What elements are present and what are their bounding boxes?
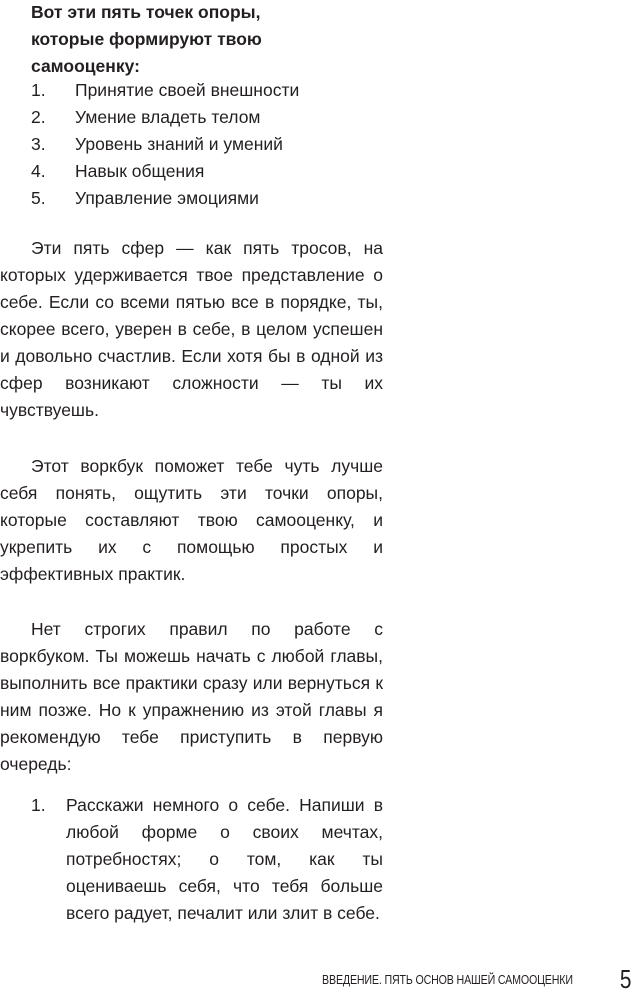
- list-number: 2.: [31, 107, 46, 127]
- list-text: Управление эмоциями: [75, 188, 259, 208]
- paragraph-five-spheres: Эти пять сфер — как пять тросов, на которых удерживается твое представление о себе. Если со всеми пятью все в порядке, ты, скорее всего, уверен в себе, в целом успешен и довольно счастлив. Если хотя бы в одной из сфер возникают сложности — ты их чувствуешь.: [0, 238, 383, 420]
- list-item: [31, 131, 299, 158]
- exercise-list: [31, 792, 383, 927]
- list-item: [31, 185, 299, 212]
- list-item: [31, 104, 299, 131]
- list-number: 5.: [31, 188, 46, 208]
- paragraph-workbook-purpose: Этот воркбук поможет тебе чуть лучше себя понять, ощутить эти точки опоры, которые составляют твою самооценку, и укрепить их с помощью простых и эффективных практик.: [0, 456, 383, 584]
- page-number: 5: [619, 964, 631, 994]
- list-text: Расскажи немного о себе. Напиши в любой форме о своих мечтах, потребностях; о том, как ты оцениваешь себя, что тебя больше всего радует, печалит или злит в себе.: [66, 795, 383, 923]
- list-number: 1.: [31, 795, 46, 815]
- section-heading: [31, 0, 331, 80]
- list-text: Умение владеть телом: [75, 107, 261, 127]
- list-number: 3.: [31, 134, 46, 154]
- list-item: [31, 158, 299, 185]
- heading-line: самооценку:: [31, 56, 140, 76]
- paragraph-how-to-use: Нет строгих правил по работе с воркбуком. Ты можешь начать с любой главы, выполнить все практики сразу или вернуться к ним позже. Но к упражнению из этой главы я рекомендую тебе приступить в первую очередь:: [0, 619, 383, 774]
- heading-line: которые формируют твою: [31, 29, 262, 49]
- list-number: 1.: [31, 80, 46, 100]
- list-text: Уровень знаний и умений: [75, 134, 283, 154]
- support-points-list: [31, 77, 299, 212]
- list-text: Навык общения: [75, 161, 205, 181]
- heading-line: Вот эти пять точек опоры,: [31, 2, 261, 22]
- running-title: ВВЕДЕНИЕ. ПЯТЬ ОСНОВ НАШЕЙ САМООЦЕНКИ: [322, 972, 573, 987]
- list-number: 4.: [31, 161, 46, 181]
- list-item: [31, 77, 299, 104]
- list-text: Принятие своей внешности: [75, 80, 300, 100]
- list-item: [31, 792, 383, 927]
